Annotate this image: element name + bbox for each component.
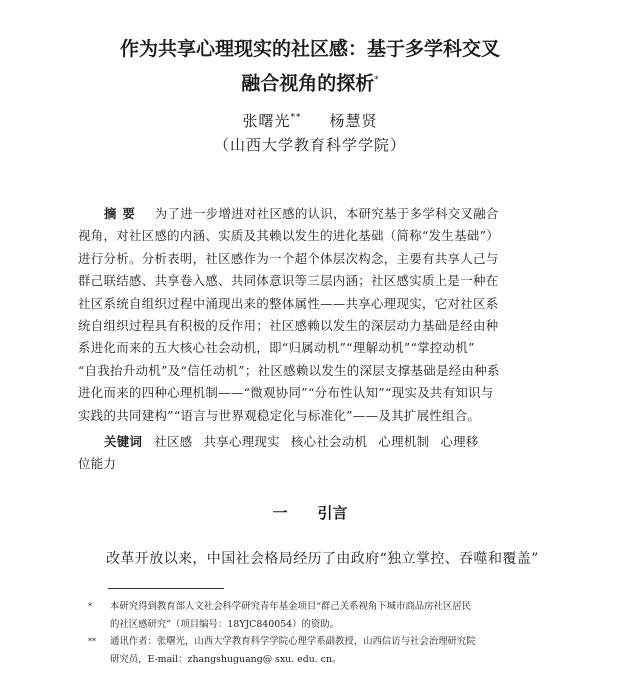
abstract-line: 系进化而来的五大核心社会动机，即“归属动机”“理解动机”“掌控动机” bbox=[78, 340, 475, 356]
abstract-text: 为了进一步增进对社区感的认识，本研究基于多学科交叉融合 bbox=[154, 206, 499, 221]
footnote-mark: * bbox=[88, 602, 92, 611]
abstract-line: “自我抬升动机”及“信任动机”；社区感赖以发生的深层支撑基础是经由种系 bbox=[78, 362, 500, 378]
keyword: 社区感 bbox=[154, 434, 193, 449]
footnote-line bbox=[86, 616, 546, 634]
abstract bbox=[78, 203, 540, 427]
footnote-line bbox=[86, 633, 546, 651]
footnote-mark: ** bbox=[88, 637, 96, 647]
section-number: 一 bbox=[272, 504, 288, 522]
keyword: 心理机制 bbox=[378, 434, 430, 449]
author-2: 杨慧贤 bbox=[329, 112, 378, 130]
abstract-line bbox=[78, 203, 540, 225]
paper-title-line-2 bbox=[0, 66, 620, 97]
keywords-line bbox=[78, 431, 540, 453]
footnote-text: 通讯作者：张曙光，山西大学教育科学学院心理学系副教授，山西信访与社会治理研究院 bbox=[110, 636, 476, 648]
body-paragraph: 改革开放以来，中国社会格局经历了由政府“独立掌控、吞噬和覆盖” bbox=[106, 551, 539, 567]
keywords-continuation: 位能力 bbox=[78, 456, 117, 472]
abstract-line: 视角，对社区感的内涵、实质及其赖以发生的进化基础（简称“发生基础”） bbox=[78, 228, 500, 244]
abstract-line: 统自组织过程具有积极的反作用；社区感赖以发生的深层动力基础是经由种 bbox=[78, 317, 499, 333]
author-1: 张曙光 bbox=[242, 112, 291, 130]
paper-title-text: 融合视角的探析 bbox=[241, 72, 375, 95]
keyword: 共享心理现实 bbox=[203, 434, 280, 449]
abstract-line: 进化而来的四种心理机制——“微观协同”“分布性认知”“现实及共有知识与 bbox=[78, 385, 494, 401]
affiliation: （山西大学教育科学学院） bbox=[213, 136, 406, 154]
section-title: 引言 bbox=[317, 504, 348, 522]
footnotes bbox=[86, 598, 546, 668]
footnote-line bbox=[86, 651, 546, 669]
abstract-line: 实践的共同建构”“语言与世界观稳定化与标准化”——及其扩展性组合。 bbox=[78, 407, 481, 423]
keywords bbox=[78, 431, 540, 476]
author-1-footnote-mark: ** bbox=[290, 113, 302, 123]
keyword: 心理移 bbox=[440, 434, 479, 449]
footnote-text: 本研究得到教育部人文社会科学研究青年基金项目“群己关系视角下城市商品房社区居民 bbox=[110, 601, 472, 612]
footnote-line bbox=[86, 598, 546, 616]
keywords-label: 关键词 bbox=[104, 434, 143, 449]
section-heading bbox=[0, 502, 620, 524]
footnote-rule bbox=[108, 588, 224, 589]
footnote-text: 研究员，E-mail：zhangshuguang@ sxu. edu. cn。 bbox=[110, 653, 342, 665]
keyword: 核心社会动机 bbox=[290, 434, 368, 449]
abstract-line: 进行分析。分析表明，社区感作为一个超个体层次构念，主要有共享人己与 bbox=[78, 250, 499, 266]
paper-title-line-1: 作为共享心理现实的社区感：基于多学科交叉 bbox=[119, 38, 500, 60]
abstract-line: 社区系统自组织过程中涌现出来的整体属性——共享心理现实，它对社区系 bbox=[78, 295, 499, 311]
title-footnote-mark: * bbox=[374, 75, 379, 85]
author-line bbox=[0, 107, 620, 132]
abstract-label: 摘要 bbox=[104, 206, 141, 221]
abstract-line: 群己联结感、共享卷入感、共同体意识等三层内涵；社区感实质上是一种在 bbox=[78, 273, 499, 289]
footnote-text: 的社区感研究”（项目编号：18YJC840054）的资助。 bbox=[110, 618, 340, 630]
